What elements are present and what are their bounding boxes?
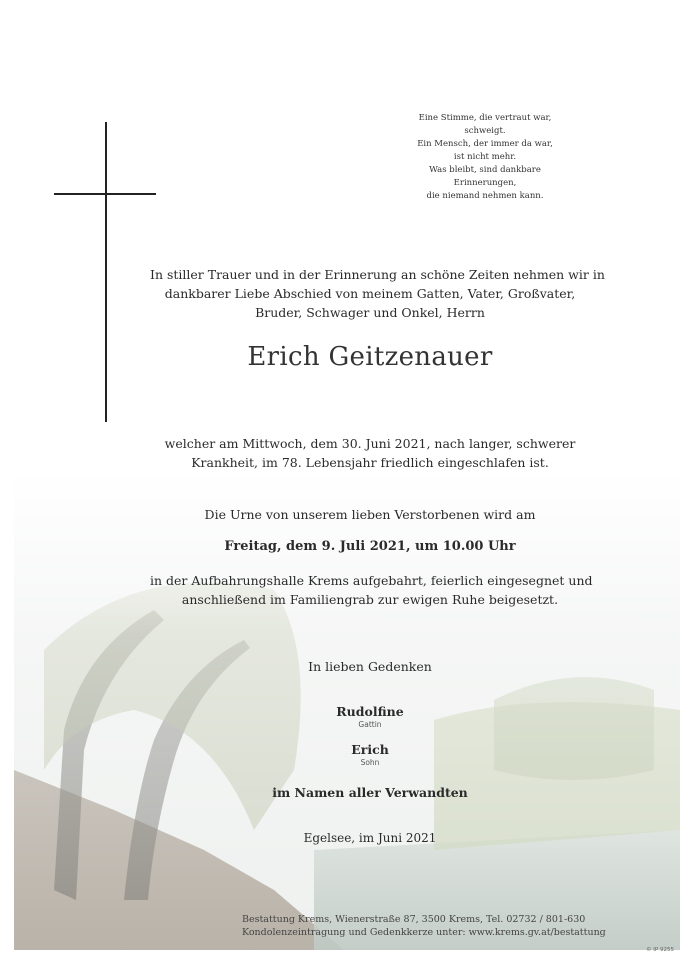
footer-address: Bestattung Krems, Wienerstraße 87, 3500 Krems, Tel. 02732 / 801-630 [242, 914, 586, 925]
mourner-entry [250, 742, 490, 767]
cross-vertical-bar [105, 122, 107, 422]
passing-line: welcher am Mittwoch, dem 30. Juni 2021, nach langer, schwerer [164, 436, 576, 451]
poem-line: Erinnerungen, [453, 178, 517, 188]
memory-text: In lieben Gedenken [308, 659, 432, 674]
passing-text [150, 434, 590, 472]
intro-text [150, 265, 605, 322]
place-line: anschließend im Familiengrab zur ewigen Ruhe beigesetzt. [181, 592, 559, 607]
intro-line: Bruder, Schwager und Onkel, Herrn [255, 305, 485, 320]
passing-line: Krankheit, im 78. Lebensjahr friedlich eingeschlafen ist. [191, 455, 549, 470]
mourner-relation: Sohn [360, 758, 380, 767]
mourner-relation: Gattin [358, 720, 382, 729]
place-line: in der Aufbahrungshalle Krems aufgebahrt, feierlich eingesegnet und [150, 573, 593, 588]
print-code: © IP 9255 [646, 947, 674, 953]
memorial-poem [400, 112, 570, 203]
cross-horizontal-bar [54, 193, 156, 195]
mourner-entry [250, 704, 490, 729]
poem-line: die niemand nehmen kann. [426, 191, 544, 201]
poem-line: Ein Mensch, der immer da war, [417, 139, 553, 149]
location-date: Egelsee, im Juni 2021 [303, 831, 437, 845]
poem-line: schweigt. [464, 126, 506, 136]
poem-line: ist nicht mehr. [453, 152, 517, 162]
funeral-home-footer [150, 913, 680, 939]
poem-line: Was bleibt, sind dankbare [429, 165, 541, 175]
mourner-name: Erich [351, 742, 389, 757]
deceased-name: Erich Geitzenauer [247, 342, 493, 372]
ceremony-place [150, 571, 593, 609]
relatives-text: im Namen aller Verwandten [272, 785, 468, 800]
urn-text: Die Urne von unserem lieben Verstorbenen wird am [204, 507, 536, 522]
intro-line: In stiller Trauer und in der Erinnerung an schöne Zeiten nehmen wir in [150, 267, 605, 282]
mourner-name: Rudolfine [336, 704, 404, 719]
poem-line: Eine Stimme, die vertraut war, [418, 113, 552, 123]
ceremony-date: Freitag, dem 9. Juli 2021, um 10.00 Uhr [224, 539, 516, 554]
intro-line: dankbarer Liebe Abschied von meinem Gatten, Vater, Großvater, [164, 286, 576, 301]
footer-condolence-link[interactable]: Kondolenzeintragung und Gedenkkerze unter: www.krems.gv.at/bestattung [242, 927, 606, 938]
